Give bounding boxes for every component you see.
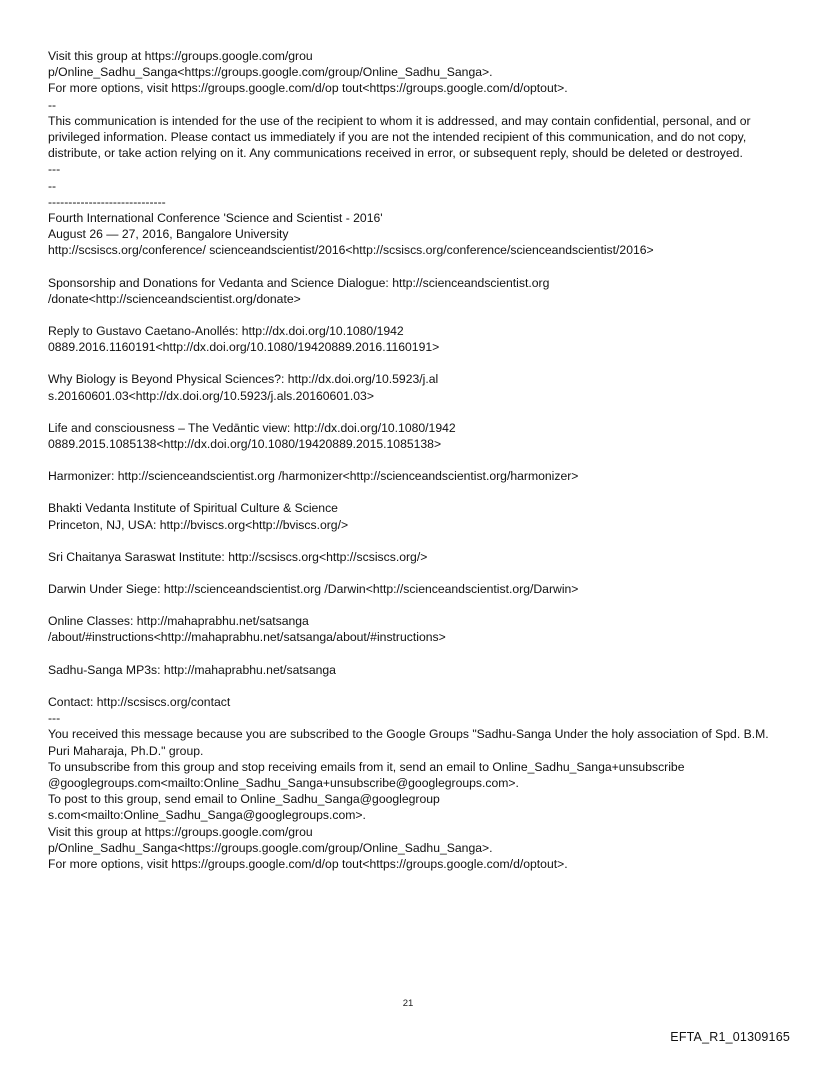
- text-line: http://scsiscs.org/conference/ scienceandscientist/2016<http://scsiscs.org/conference/scienceandscientist/2016>: [48, 243, 654, 258]
- subscription-notice: You received this message because you are subscribed to the Google Groups "Sadhu-Sanga Under the holy association of Spd. B.M. Puri Maharaja, Ph.D." group.: [48, 727, 769, 758]
- text-line: /donate<http://scienceandscientist.org/donate>: [48, 291, 301, 306]
- text-line: @googlegroups.com<mailto:Online_Sadhu_Sanga+unsubscribe@googlegroups.com>.: [48, 775, 519, 790]
- text-line: Bhakti Vedanta Institute of Spiritual Culture & Science: [48, 501, 338, 516]
- text-line: 0889.2016.1160191<http://dx.doi.org/10.1080/19420889.2016.1160191>: [48, 340, 440, 355]
- text-line: Harmonizer: http://scienceandscientist.org /harmonizer<http://scienceandscientist.org/harmonizer>: [48, 469, 579, 484]
- page-number: 21: [402, 998, 414, 1009]
- text-line: s.20160601.03<http://dx.doi.org/10.5923/j.als.20160601.03>: [48, 388, 374, 403]
- text-line: Why Biology is Beyond Physical Sciences?: http://dx.doi.org/10.5923/j.al: [48, 372, 439, 387]
- text-line: 0889.2015.1085138<http://dx.doi.org/10.1080/19420889.2015.1085138>: [48, 437, 442, 452]
- email-body: [48, 48, 788, 872]
- separator-line: ---: [48, 162, 61, 177]
- text-line: For more options, visit https://groups.google.com/d/op tout<https://groups.google.com/d/optout>.: [48, 81, 568, 96]
- text-line: Sponsorship and Donations for Vedanta and Science Dialogue: http://scienceandscientist.org: [48, 275, 550, 290]
- document-id: EFTA_R1_01309165: [670, 1030, 790, 1044]
- text-line: Contact: http://scsiscs.org/contact: [48, 694, 231, 709]
- separator-line: -----------------------------: [48, 194, 166, 209]
- text-line: To unsubscribe from this group and stop receiving emails from it, send an email to Online_Sadhu_Sanga+unsubscribe: [48, 759, 685, 774]
- text-line: Online Classes: http://mahaprabhu.net/satsanga: [48, 614, 309, 629]
- separator-line: ---: [48, 711, 61, 726]
- text-line: Princeton, NJ, USA: http://bviscs.org<http://bviscs.org/>: [48, 517, 349, 532]
- text-line: /about/#instructions<http://mahaprabhu.net/satsanga/about/#instructions>: [48, 630, 446, 645]
- text-line: Sri Chaitanya Saraswat Institute: http://scsiscs.org<http://scsiscs.org/>: [48, 549, 428, 564]
- text-line: To post to this group, send email to Online_Sadhu_Sanga@googlegroup: [48, 792, 440, 807]
- text-line: Visit this group at https://groups.google.com/grou: [48, 824, 313, 839]
- text-line: s.com<mailto:Online_Sadhu_Sanga@googlegroups.com>.: [48, 808, 366, 823]
- confidentiality-notice: This communication is intended for the use of the recipient to whom it is addressed, and may contain confidential, personal, and or privileged information. Please contact us immediately if you are not the intended recipient of this communication, and do not copy, distribute, or take action relying on it. Any communications received in error, or subsequent reply, should be deleted or destroyed.: [48, 113, 751, 161]
- separator-line: --: [48, 97, 57, 112]
- text-line: For more options, visit https://groups.google.com/d/op tout<https://groups.google.com/d/optout>.: [48, 856, 568, 871]
- separator-line: --: [48, 178, 57, 193]
- text-line: Fourth International Conference 'Science and Scientist - 2016': [48, 211, 383, 226]
- text-line: Life and consciousness – The Vedāntic view: http://dx.doi.org/10.1080/1942: [48, 420, 456, 435]
- text-line: p/Online_Sadhu_Sanga<https://groups.google.com/group/Online_Sadhu_Sanga>.: [48, 65, 493, 80]
- text-line: Sadhu-Sanga MP3s: http://mahaprabhu.net/satsanga: [48, 662, 336, 677]
- text-line: Reply to Gustavo Caetano-Anollés: http://dx.doi.org/10.1080/1942: [48, 324, 404, 339]
- text-line: p/Online_Sadhu_Sanga<https://groups.google.com/group/Online_Sadhu_Sanga>.: [48, 840, 493, 855]
- text-line: Visit this group at https://groups.google.com/grou: [48, 49, 313, 63]
- text-line: Darwin Under Siege: http://scienceandscientist.org /Darwin<http://scienceandscientist.org/Darwin>: [48, 582, 579, 597]
- text-line: August 26 — 27, 2016, Bangalore University: [48, 227, 289, 242]
